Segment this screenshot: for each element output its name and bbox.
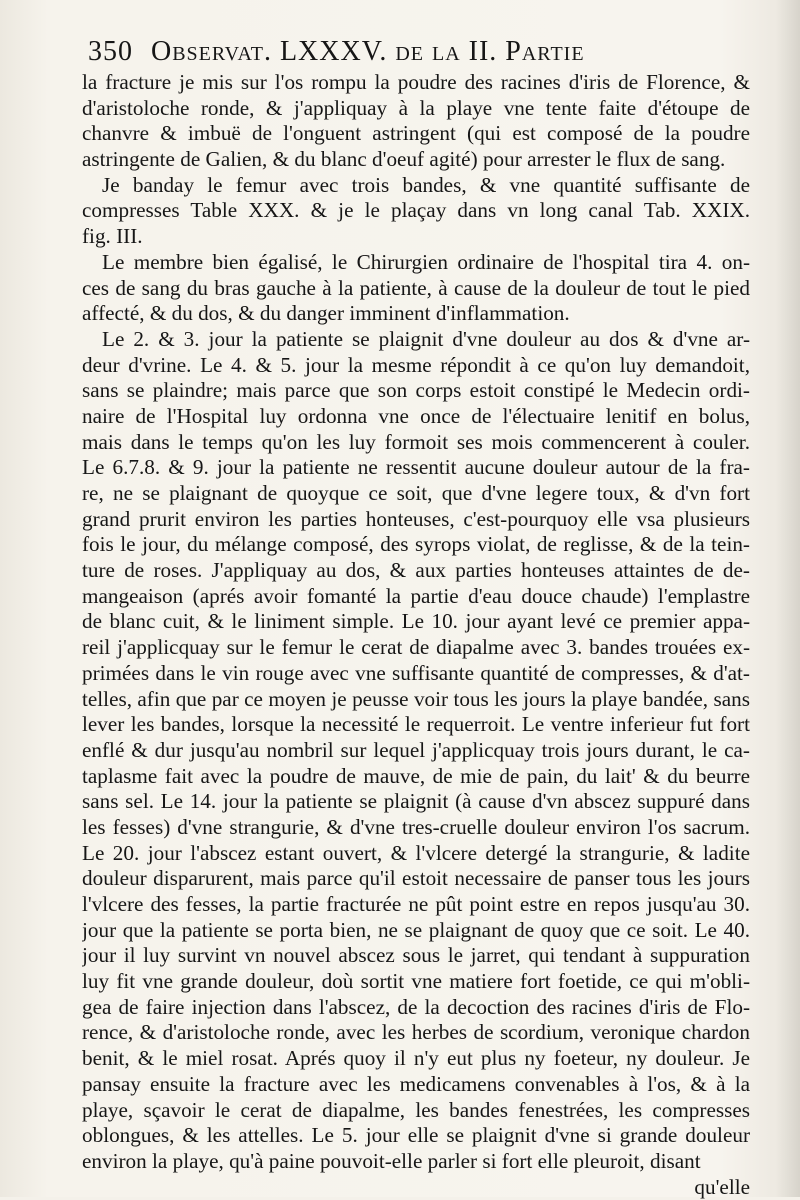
text-line: gea de faire injection dans l'abscez, de la decoction des racines d'iris de Flo- xyxy=(82,994,750,1019)
text-line: l'vlcere des fesses, la partie fracturée ne pût point estre en repos jusqu'au 30. xyxy=(82,892,750,916)
text-line: naire de l'Hospital luy ordonna vne once de l'électuaire lenitif en bolus, xyxy=(82,403,750,428)
text-line: chanvre & imbuë de l'onguent astringent (qui est composé de la poudre xyxy=(82,121,750,146)
text-line: jour il luy survint vn nouvel abscez sous le jarret, qui tendant à suppuration xyxy=(82,943,750,968)
text-line: douleur disparurent, mais parce qu'il estoit necessaire de panser tous les jours xyxy=(82,866,750,891)
text-line: grand prurit environ les parties honteuses, c'est-pourquoy elle vsa plusieurs xyxy=(82,506,750,531)
page-edge-shadow xyxy=(776,0,800,1197)
text-line: rence, & d'aristoloche ronde, avec les herbes de scordium, veronique chardon xyxy=(82,1020,750,1045)
text-line: oblongues, & les attelles. Le 5. jour elle se plaignit d'vne si grande douleur xyxy=(82,1123,750,1148)
text-line: la fracture je mis sur l'os rompu la poudre des racines d'iris de Florence, & xyxy=(82,70,750,94)
text-line: luy fit vne grande douleur, doù sortit vne matiere fort foetide, ce qui m'obli- xyxy=(82,969,750,994)
text-line: lever les bandes, lorsque la necessité le requerroit. Le ventre inferieur fut fort xyxy=(82,712,750,737)
body-text xyxy=(82,70,750,1200)
text-line: de blanc cuit, & le liniment simple. Le 10. jour ayant levé ce premier appa- xyxy=(82,609,750,634)
text-line: fig. III. xyxy=(82,224,143,249)
text-line: re, ne se plaignant de quoyque ce soit, que d'vne legere toux, & d'vn fort xyxy=(82,481,750,505)
text-line: jour que la patiente se porta bien, ne se plaignant de quoy que ce soit. Le 40. xyxy=(82,917,750,942)
text-line: Le 2. & 3. jour la patiente se plaignit d'vne douleur au dos & d'vne ar- xyxy=(102,326,750,351)
text-line: environ la playe, qu'à paine pouvoit-elle parler si fort elle pleuroit, disant xyxy=(82,1148,701,1173)
text-line: astringente de Galien, & du blanc d'oeuf agité) pour arrester le flux de sang. xyxy=(82,147,726,172)
text-line: les fesses) d'vne strangurie, & d'vne tres-cruelle douleur environ l'os sacrum. xyxy=(82,814,750,839)
text-line: pansay ensuite la fracture avec les medicamens convenables à l'os, & à la xyxy=(82,1071,750,1096)
text-line: Je banday le femur avec trois bandes, & vne quantité suffisante de xyxy=(102,172,750,197)
text-line: ces de sang du bras gauche à la patiente, à cause de la douleur de tout le pied xyxy=(82,275,750,300)
text-line: sans se plaindre; mais parce que son corps estoit constipé le Medecin ordi- xyxy=(82,378,750,403)
header-title: Observat. LXXXV. de la II. Partie xyxy=(151,36,585,67)
text-line: taplasme fait avec la poudre de mauve, de mie de pain, du lait' & du beurre xyxy=(82,763,750,788)
text-line: deur d'vrine. Le 4. & 5. jour la mesme répondit à ce qu'on luy demandoit, xyxy=(82,352,750,377)
text-line: playe, sçavoir le cerat de diapalme, les bandes fenestrées, les compresses xyxy=(82,1097,750,1122)
text-line: mais dans le temps qu'on les luy formoit ses mois commencerent à couler. xyxy=(82,429,750,454)
text-line: mangeaison (aprés avoir fomanté la partie d'eau douce chaude) l'emplastre xyxy=(82,583,750,608)
text-line: sans sel. Le 14. jour la patiente se plaignit (à cause d'vn abscez suppuré dans xyxy=(82,789,750,814)
page-number: 350 xyxy=(88,36,133,67)
text-line: Le membre bien égalisé, le Chirurgien ordinaire de l'hospital tira 4. on- xyxy=(102,249,750,274)
text-line: enflé & dur jusqu'au nombril sur lequel j'applicquay trois jours durant, le ca- xyxy=(82,737,750,762)
text-line: qu'elle xyxy=(694,1174,750,1199)
text-line: fois le jour, du mélange composé, des syrops violat, de reglisse, & de la tein- xyxy=(82,532,750,557)
text-line: telles, afin que par ce moyen je peusse voir tous les jours la playe bandée, sans xyxy=(82,686,750,711)
text-line: primées dans le vin rouge avec vne suffisante quantité de compresses, & d'at- xyxy=(82,660,750,685)
text-line: d'aristoloche ronde, & j'appliquay à la playe vne tente faite d'étoupe de xyxy=(82,95,750,120)
text-line: Le 6.7.8. & 9. jour la patiente ne ressentit aucune douleur autour de la fra- xyxy=(82,455,750,480)
text-line: benit, & le miel rosat. Aprés quoy il n'y eut plus ny foeteur, ny douleur. Je xyxy=(82,1046,750,1071)
text-line: Le 20. jour l'abscez estant ouvert, & l'vlcere detergé la strangurie, & ladite xyxy=(82,840,750,865)
text-line: affecté, & du dos, & du danger imminent d'inflammation. xyxy=(82,301,570,326)
text-line: ture de roses. J'appliquay au dos, & aux parties honteuses attaintes de de- xyxy=(82,558,750,583)
text-line: reil j'applicquay sur le femur le cerat de diapalme avec 3. bandes trouées ex- xyxy=(82,635,750,660)
text-line: compresses Table XXX. & je le plaçay dans vn long canal Tab. XXIX. xyxy=(82,198,750,223)
